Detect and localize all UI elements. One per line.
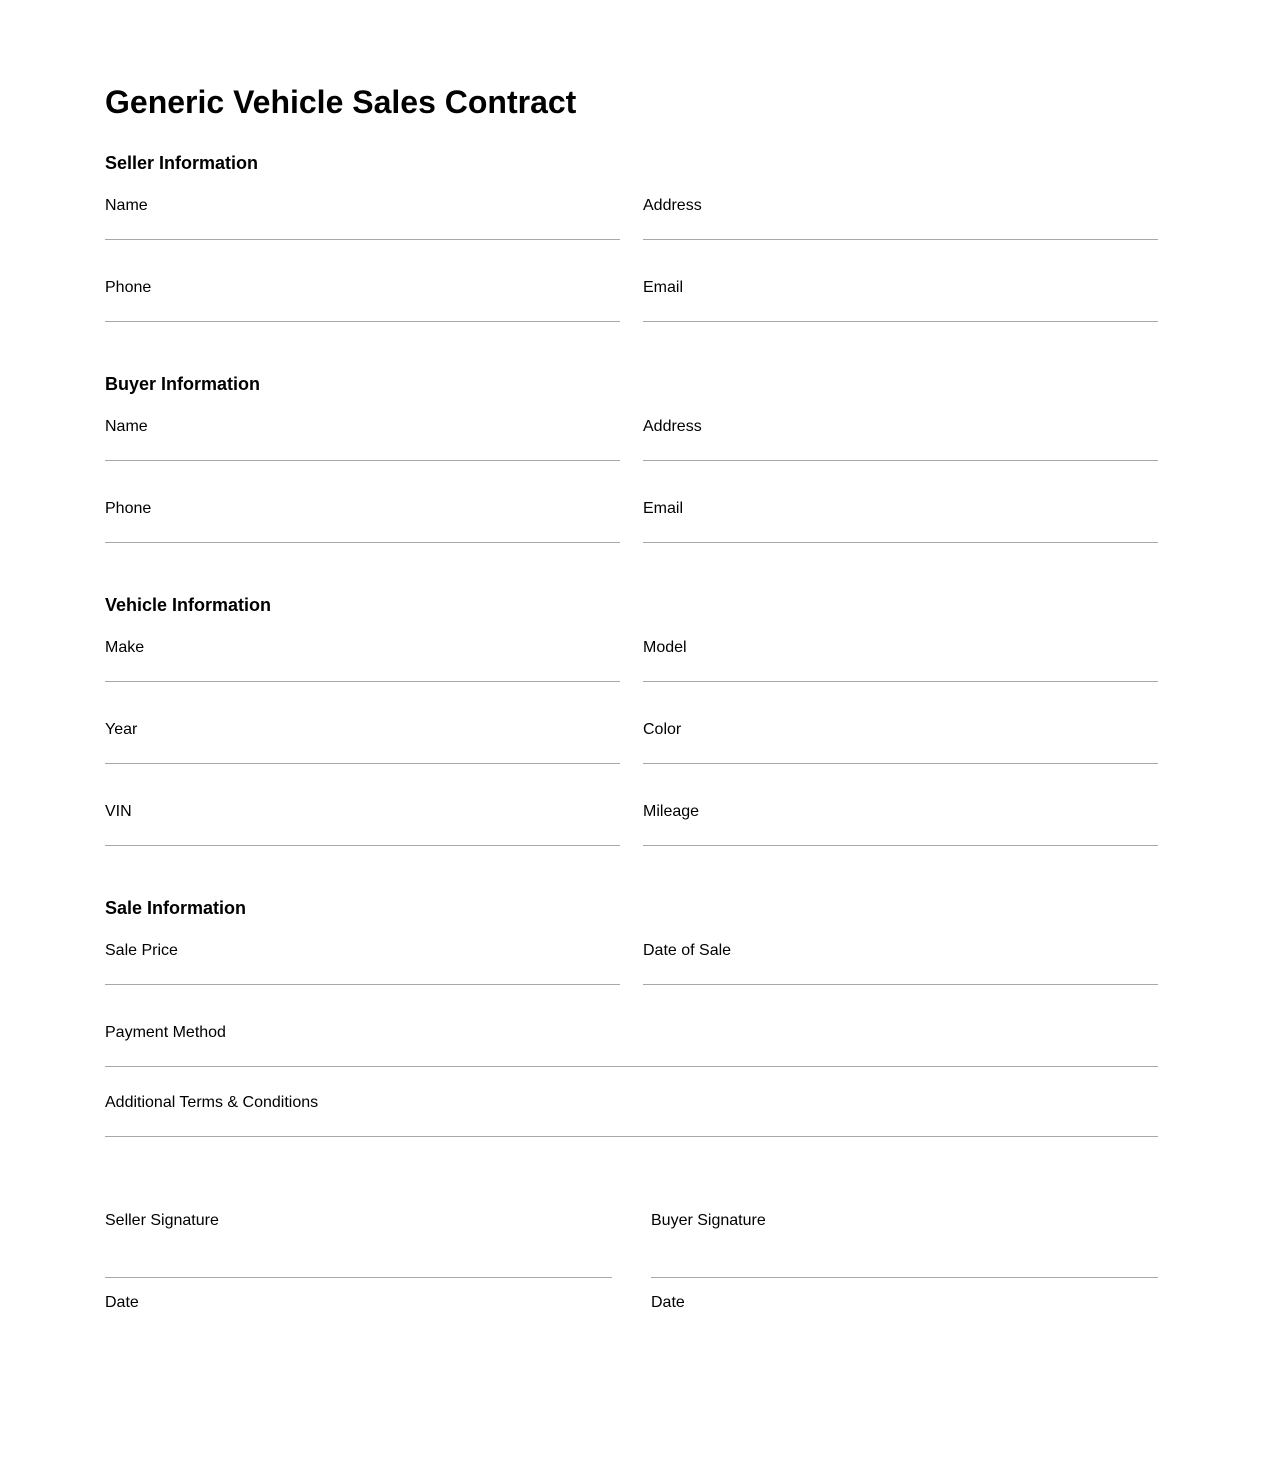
vehicle-make-field[interactable] xyxy=(105,638,620,682)
seller-address-label: Address xyxy=(643,197,702,214)
buyer-email-label: Email xyxy=(643,500,684,517)
buyer-signature-block[interactable] xyxy=(651,1211,1158,1311)
vehicle-year-field[interactable] xyxy=(105,720,620,764)
vehicle-make-line xyxy=(105,681,620,682)
sale-section-heading: Sale Information xyxy=(105,898,247,918)
buyer-address-line xyxy=(643,460,1158,461)
buyer-name-line xyxy=(105,460,620,461)
seller-signature-label: Seller Signature xyxy=(105,1212,219,1229)
vehicle-year-line xyxy=(105,763,620,764)
buyer-phone-line xyxy=(105,542,620,543)
buyer-section-heading: Buyer Information xyxy=(105,374,261,394)
vehicle-color-field[interactable] xyxy=(643,720,1158,764)
terms-label: Additional Terms & Conditions xyxy=(105,1094,319,1111)
buyer-email-line xyxy=(643,542,1158,543)
buyer-signature-label: Buyer Signature xyxy=(651,1212,766,1229)
seller-signature-block[interactable] xyxy=(105,1211,612,1311)
terms-line xyxy=(105,1136,1158,1137)
seller-phone-label: Phone xyxy=(105,279,152,296)
buyer-email-field[interactable] xyxy=(643,499,1158,543)
seller-phone-line xyxy=(105,321,620,322)
vehicle-model-label: Model xyxy=(643,639,687,656)
seller-address-field[interactable] xyxy=(643,196,1158,240)
sale-price-label: Sale Price xyxy=(105,942,178,959)
seller-email-line xyxy=(643,321,1158,322)
payment-method-line xyxy=(105,1066,1158,1067)
vehicle-model-line xyxy=(643,681,1158,682)
seller-address-line xyxy=(643,239,1158,240)
vehicle-vin-line xyxy=(105,845,620,846)
sale-price-field[interactable] xyxy=(105,941,620,985)
buyer-date-label: Date xyxy=(651,1294,685,1311)
seller-email-field[interactable] xyxy=(643,278,1158,322)
vehicle-vin-field[interactable] xyxy=(105,802,620,846)
vehicle-color-label: Color xyxy=(643,721,682,738)
sale-date-field[interactable] xyxy=(643,941,1158,985)
buyer-address-field[interactable] xyxy=(643,417,1158,461)
payment-method-field[interactable] xyxy=(105,1023,1158,1067)
vehicle-mileage-field[interactable] xyxy=(643,802,1158,846)
seller-signature-line xyxy=(105,1277,612,1278)
payment-method-label: Payment Method xyxy=(105,1024,226,1041)
buyer-name-field[interactable] xyxy=(105,417,620,461)
seller-name-field[interactable] xyxy=(105,196,620,240)
page-title: Generic Vehicle Sales Contract xyxy=(105,84,577,120)
seller-name-label: Name xyxy=(105,197,148,214)
vehicle-mileage-label: Mileage xyxy=(643,803,700,820)
seller-name-line xyxy=(105,239,620,240)
buyer-name-label: Name xyxy=(105,418,148,435)
vehicle-vin-label: VIN xyxy=(105,803,132,820)
buyer-address-label: Address xyxy=(643,418,702,435)
vehicle-color-line xyxy=(643,763,1158,764)
seller-date-label: Date xyxy=(105,1294,139,1311)
vehicle-year-label: Year xyxy=(105,721,138,738)
vehicle-section-heading: Vehicle Information xyxy=(105,595,272,615)
vehicle-mileage-line xyxy=(643,845,1158,846)
seller-section-heading: Seller Information xyxy=(105,153,259,173)
buyer-signature-line xyxy=(651,1277,1158,1278)
vehicle-model-field[interactable] xyxy=(643,638,1158,682)
buyer-phone-field[interactable] xyxy=(105,499,620,543)
sale-date-label: Date of Sale xyxy=(643,942,732,959)
sale-date-line xyxy=(643,984,1158,985)
seller-phone-field[interactable] xyxy=(105,278,620,322)
seller-email-label: Email xyxy=(643,279,684,296)
sale-price-line xyxy=(105,984,620,985)
terms-field[interactable] xyxy=(105,1093,1158,1137)
buyer-phone-label: Phone xyxy=(105,500,152,517)
vehicle-make-label: Make xyxy=(105,639,145,656)
